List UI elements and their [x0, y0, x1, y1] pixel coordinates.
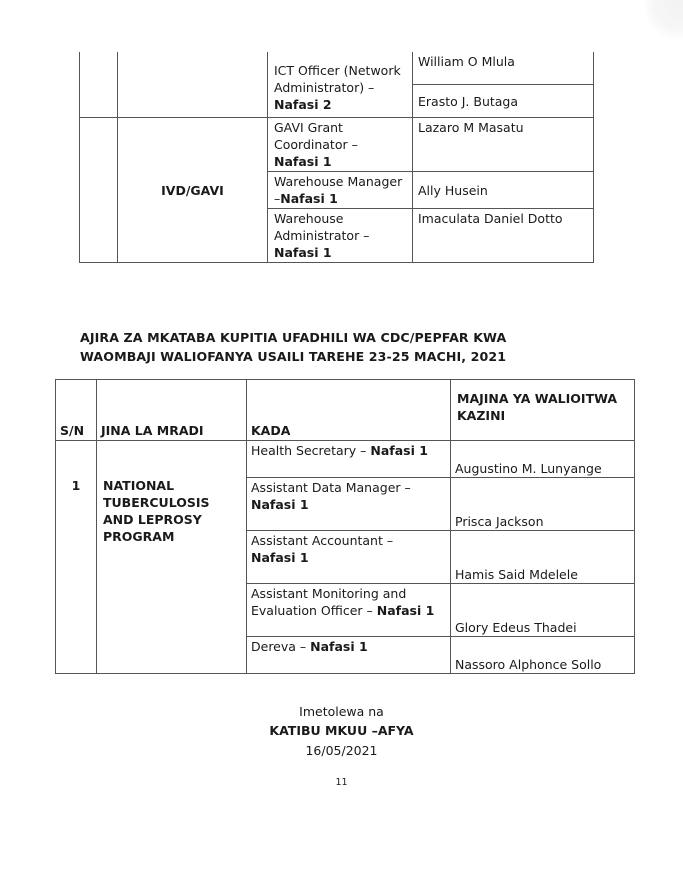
project-cell [97, 441, 247, 674]
sn-cell [56, 441, 97, 674]
heading-line: AJIRA ZA MKATABA KUPITIA UFADHILI WA CDC/PEPFAR KWA [80, 330, 507, 345]
role-text: Dereva – [251, 639, 311, 654]
role-text: Assistant Accountant – [251, 533, 394, 548]
role-cell [247, 531, 451, 584]
role-vacancies: Nafasi 1 [310, 639, 368, 654]
name-cell [413, 172, 594, 209]
project-name: NATIONAL TUBERCULOSIS AND LEPROSY PROGRAM [103, 478, 210, 544]
section-heading [80, 328, 600, 366]
role-vacancies: Nafasi 1 [251, 550, 309, 565]
appointments-table-continued [79, 52, 594, 263]
issued-by-label: Imetolewa na [299, 704, 384, 719]
role-vacancies: Nafasi 1 [376, 603, 435, 618]
role-cell [268, 52, 413, 118]
role-vacancies: Nafasi 1 [251, 497, 309, 512]
appointee-name: Nassoro Alphonce Sollo [455, 657, 602, 672]
name-cell [413, 209, 594, 263]
table-header-row [56, 380, 635, 441]
role-cell [247, 584, 451, 637]
appointee-name: Imaculata Daniel Dotto [418, 211, 563, 226]
header-project: JINA LA MRADI [97, 380, 247, 441]
role-text: Warehouse Administrator – [274, 211, 370, 243]
role-cell [268, 209, 413, 263]
sn-cell [80, 52, 118, 118]
header-names: MAJINA YA WALIOITWA KAZINI [451, 380, 635, 441]
name-cell [451, 584, 635, 637]
appointee-name: Hamis Said Mdelele [455, 567, 578, 582]
role-cell [268, 118, 413, 172]
signatory-title: KATIBU MKUU –AFYA [269, 723, 414, 738]
project-cell [118, 118, 268, 263]
role-text: Assistant Data Manager – [251, 480, 411, 495]
appointee-name: Prisca Jackson [455, 514, 544, 529]
role-text: Assistant Monitoring and Evaluation Officer – [251, 586, 407, 618]
cdc-pepfar-appointments-table [55, 379, 635, 674]
sn-cell [80, 118, 118, 263]
role-cell [268, 172, 413, 209]
role-vacancies: Nafasi 2 [274, 96, 332, 112]
appointee-name: Augustino M. Lunyange [455, 461, 602, 476]
name-cell [451, 637, 635, 674]
project-cell [118, 52, 268, 118]
role-cell [247, 441, 451, 478]
role-text: GAVI Grant Coordinator – [274, 120, 358, 152]
appointee-name: Erasto J. Butaga [418, 93, 519, 109]
name-cell [451, 478, 635, 531]
role-text: Warehouse Manager – [274, 174, 403, 206]
corner-shadow [643, 0, 683, 40]
name-cell [451, 531, 635, 584]
role-vacancies: Nafasi 1 [280, 191, 338, 206]
table-row [80, 118, 594, 172]
header-sn: S/N [56, 380, 97, 441]
role-vacancies: Nafasi 1 [274, 245, 332, 260]
appointee-name: William O Mlula [418, 54, 515, 69]
role-vacancies: Nafasi 1 [370, 443, 428, 458]
table-row [56, 441, 635, 478]
name-cell [451, 441, 635, 478]
appointee-name: Lazaro M Masatu [418, 120, 524, 135]
page-number: 11 [335, 777, 348, 788]
appointee-name: Ally Husein [418, 182, 488, 198]
appointee-name: Glory Edeus Thadei [455, 620, 577, 635]
header-cadre: KADA [247, 380, 451, 441]
serial-number: 1 [71, 478, 81, 493]
heading-line: WAOMBAJI WALIOFANYA USAILI TAREHE 23-25 MACHI, 2021 [80, 349, 507, 364]
role-cell [247, 478, 451, 531]
role-text: ICT Officer (Network Administrator) – [274, 62, 401, 95]
role-cell [247, 637, 451, 674]
name-cell [413, 85, 594, 118]
name-cell [413, 52, 594, 85]
role-text: Health Secretary – [251, 443, 371, 458]
name-cell [413, 118, 594, 172]
project-name: IVD/GAVI [161, 182, 224, 198]
issue-date: 16/05/2021 [305, 743, 378, 758]
table-row [80, 52, 594, 85]
role-vacancies: Nafasi 1 [274, 154, 332, 169]
